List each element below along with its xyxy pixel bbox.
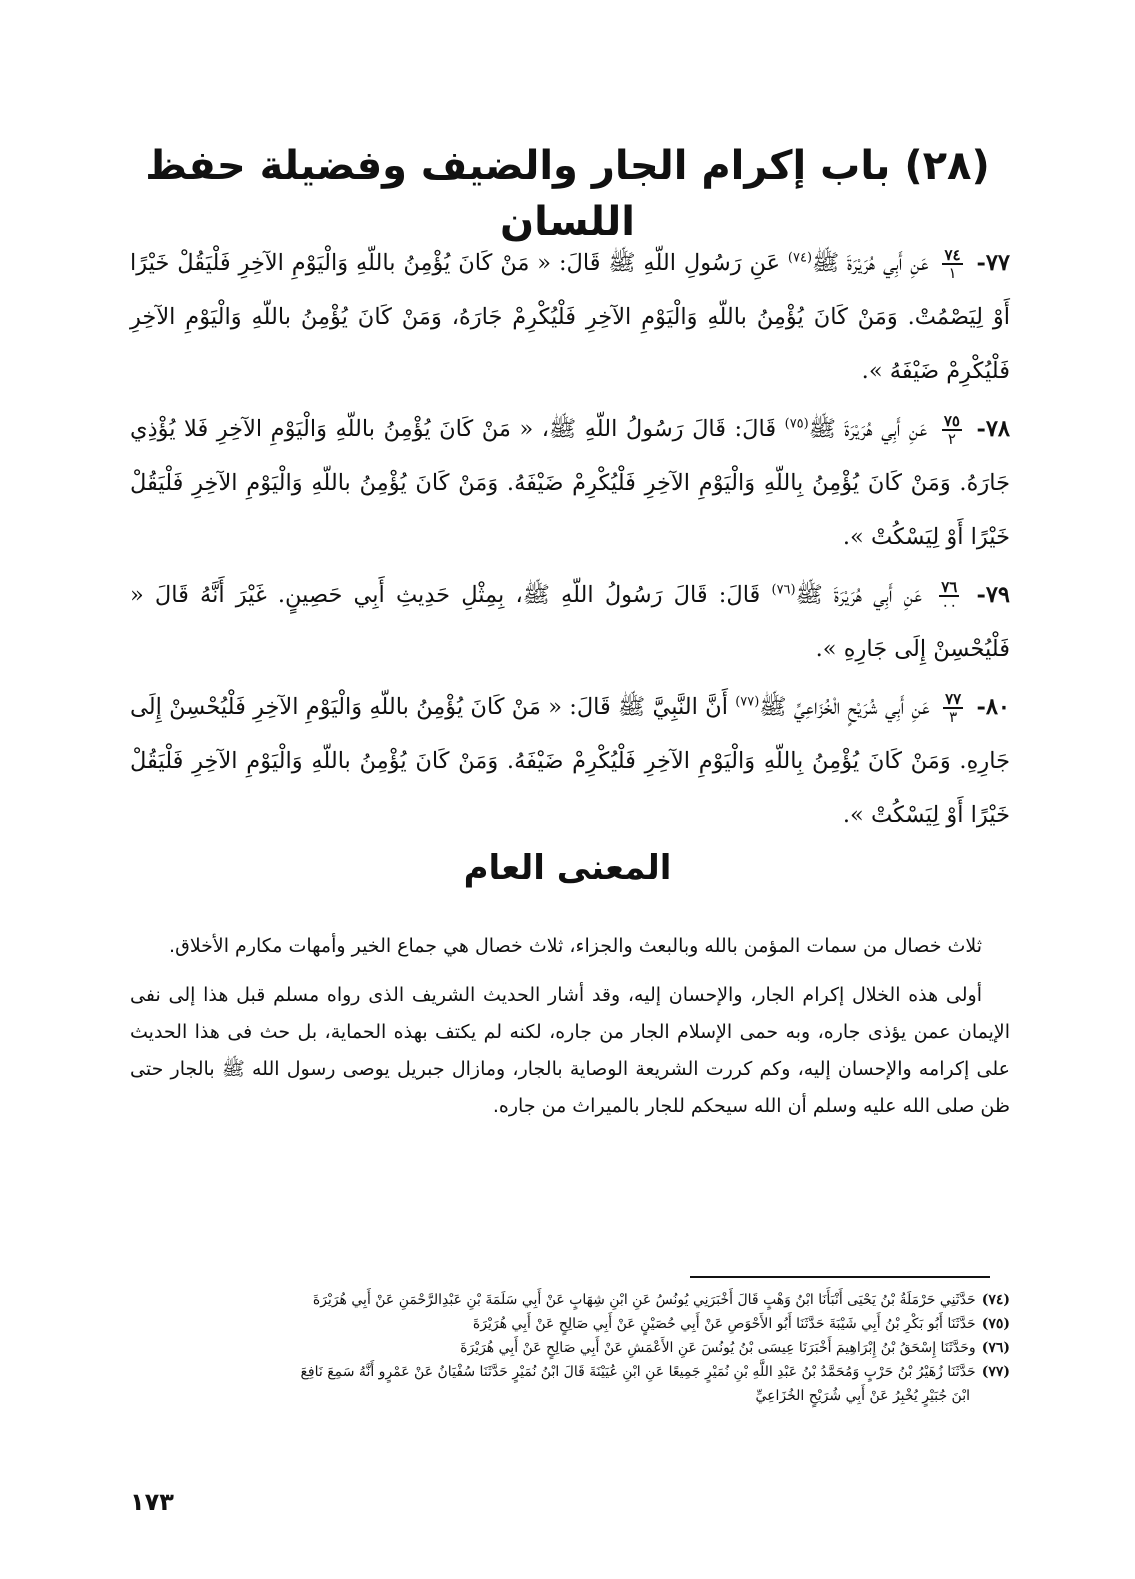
hadith-78 — [130, 402, 1010, 564]
hadith-ref-bottom: ١ — [948, 264, 957, 282]
hadith-text: قَالَ: قَالَ رَسُولُ اللّهِ ﷺ، بِمِثْلِ حَدِيثِ أَبِي حَصِينٍ. غَيْرَ أَنَّهُ قَالَ « فَلْيُحْسِنْ إِلَى جَارِهِ ». — [130, 582, 1010, 662]
commentary — [130, 928, 1010, 1137]
hadith-text: عَنِ أَبِي هُرَيْرَةَ ﷺ — [812, 250, 929, 276]
hadith-text: قَالَ: قَالَ رَسُولُ اللّهِ ﷺ، « مَنْ كَانَ يُؤْمِنُ باللّهِ وَالْيَوْمِ الآخِرِ فَلا يُؤْذِي جَارَهُ. وَمَنْ كَانَ يُؤْمِنُ بِاللّهِ وَالْيَوْمِ الآخِرِ فَلْيُكْرِمْ ضَيْفَهُ. وَمَنْ كَانَ يُؤْمِنُ باللّهِ وَالْيَوْمِ الآخِرِ فَلْيَقُلْ خَيْرًا أَوْ لِيَسْكُتْ ». — [130, 416, 1010, 550]
hadith-list — [130, 236, 1010, 842]
hadith-ref-bottom: ٠٠ — [941, 596, 958, 614]
section-heading: المعنى العام — [463, 848, 672, 888]
footnote — [130, 1288, 1010, 1312]
hadith-ref-top: ٧٧ — [945, 690, 962, 708]
footnote-text: حَدَّثَنَا أَبُو بَكْرِ بْنُ أَبِي شَيْبَةَ حَدَّثَنَا أَبُو الأَحْوَصِ عَنْ أَبِي حُصَيْنٍ عَنْ أَبِي صَالِحٍ عَنْ أَبِي هُرَيْرَةَ — [472, 1316, 976, 1332]
footnote — [130, 1312, 1010, 1336]
hadith-text: عَنِ أَبِي هُرَيْرَةَ ﷺ — [808, 416, 928, 442]
footnote — [130, 1336, 1010, 1360]
hadith-ref — [942, 413, 962, 447]
page-number: ١٧٣ — [130, 1488, 174, 1516]
footnote-number: (٧٧) — [981, 1364, 1010, 1380]
footnote-number: (٧٦) — [981, 1340, 1010, 1356]
footnote-text: وحَدَّثَنَا إِسْحَقُ بْنُ إِبْرَاهِيمَ أَخْبَرَنَا عِيسَى بْنُ يُونُسَ عَنِ الأَعْمَشِ عَنْ أَبِي صَالِحٍ عَنْ أَبِي هُرَيْرَةَ — [460, 1340, 976, 1356]
hadith-number: ٧٩- — [976, 582, 1010, 608]
footnote-ref: (٧٦) — [771, 582, 796, 598]
footnote-divider — [690, 1276, 990, 1278]
hadith-ref-top: ٧٤ — [944, 246, 961, 264]
footnote-continuation: ابْنَ جُبَيْرٍ يُخْبِرُ عَنْ أَبِي شُرَيْحٍ الخُزَاعِيِّ — [755, 1388, 970, 1404]
hadith-79 — [130, 568, 1010, 676]
hadith-number: ٧٧- — [976, 250, 1010, 276]
hadith-number: ٧٨- — [976, 416, 1010, 442]
hadith-77 — [130, 236, 1010, 398]
hadith-ref-bottom: ٣ — [949, 708, 958, 726]
commentary-paragraph: أولى هذه الخلال إكرام الجار، والإحسان إليه، وقد أشار الحديث الشريف الذى رواه مسلم قبل هذا إلى نفى الإيمان عمن يؤذى جاره، وبه حمى الإسلام الجار من جاره، لكنه لم يكتف بهذه الحماية، بل حث فى هذا الحديث على إكرامه والإحسان إليه، وكم كررت الشريعة الوصاية بالجار، ومازال جبريل يوصى رسول الله ﷺ بالجار حتى ظن صلى الله عليه وسلم أن الله سيحكم للجار بالميراث من جاره. — [130, 984, 1010, 1117]
hadith-text: أَنَّ النَّبِيَّ ﷺ قَالَ: « مَنْ كَانَ يُؤْمِنُ باللّهِ وَالْيَوْمِ الآخِرِ فَلْيُحْسِنْ إِلَى جَارِهِ. وَمَنْ كَانَ يُؤْمِنُ بِاللّهِ وَالْيَوْمِ الآخِرِ فَلْيُكْرِمْ ضَيْفَهُ. وَمَنْ كَانَ يُؤْمِنُ باللّهِ وَالْيَوْمِ الآخِرِ فَلْيَقُلْ خَيْرًا أَوْ لِيَسْكُتْ ». — [130, 694, 1010, 828]
footnote-text: حَدَّثَنَا زُهَيْرُ بْنُ حَرْبٍ وَمُحَمَّدُ بْنُ عَبْدِ اللَّهِ بْنِ نُمَيْرٍ جَمِيعًا عَنِ ابْنِ عُيَيْنَةَ قَالَ ابْنُ نُمَيْرٍ حَدَّثَنَا سُفْيَانُ عَنْ عَمْرٍو أَنَّهُ سَمِعَ نَافِعَ — [300, 1364, 976, 1380]
hadith-text: عَنِ أَبِي شُرَيْحٍ الْخُزَاعِيِّ ﷺ — [759, 694, 930, 720]
footnote-ref: (٧٧) — [735, 694, 760, 710]
hadith-ref-top: ٧٦ — [941, 578, 958, 596]
footnote-ref: (٧٥) — [784, 416, 809, 432]
hadith-80 — [130, 680, 1010, 842]
footnote — [130, 1360, 1010, 1384]
hadith-ref-bottom: ٢ — [947, 430, 956, 448]
hadith-text: عَنِ أَبِي هُرَيْرَةَ ﷺ — [795, 582, 923, 608]
hadith-ref-top: ٧٥ — [943, 412, 960, 430]
hadith-number: ٨٠- — [976, 694, 1010, 720]
hadith-ref — [943, 691, 963, 725]
footnote-ref: (٧٤) — [787, 250, 813, 266]
footnote-number: (٧٤) — [981, 1292, 1010, 1308]
hadith-text: عَنِ رَسُولِ اللّهِ ﷺ قَالَ: « مَنْ كَانَ يُؤْمِنُ باللّهِ وَالْيَوْمِ الآخِرِ فَلْيَقُلْ خَيْرًا أَوْ لِيَصْمُتْ. وَمَنْ كَانَ يُؤْمِنُ باللّهِ وَالْيَوْمِ الآخِرِ فَلْيُكْرِمْ جَارَهُ، وَمَنْ كَانَ يُؤْمِنُ باللّهِ وَالْيَوْمِ الآخِرِ فَلْيُكْرِمْ ضَيْفَهُ ». — [130, 250, 1010, 384]
hadith-ref — [939, 579, 959, 613]
footnotes — [130, 1288, 1010, 1408]
chapter-title: (٢٨) باب إكرام الجار والضيف وفضيلة حفظ اللسان — [145, 143, 990, 245]
footnote-text: حَدَّثَنِي حَرْمَلَةُ بْنُ يَحْيَى أَنْبَأَنَا ابْنُ وَهْبٍ قَالَ أَخْبَرَنِي يُونُسُ عَنِ ابْنِ شِهَابٍ عَنْ أَبِي سَلَمَةَ بْنِ عَبْدِالرَّحْمَنِ عَنْ أَبِي هُرَيْرَةَ — [312, 1292, 976, 1308]
footnote-number: (٧٥) — [981, 1316, 1010, 1332]
hadith-ref — [942, 247, 962, 281]
commentary-paragraph: ثلاث خصال من سمات المؤمن بالله وبالبعث والجزاء، ثلاث خصال هي جماع الخير وأمهات مكارم الأخلاق. — [169, 935, 982, 957]
